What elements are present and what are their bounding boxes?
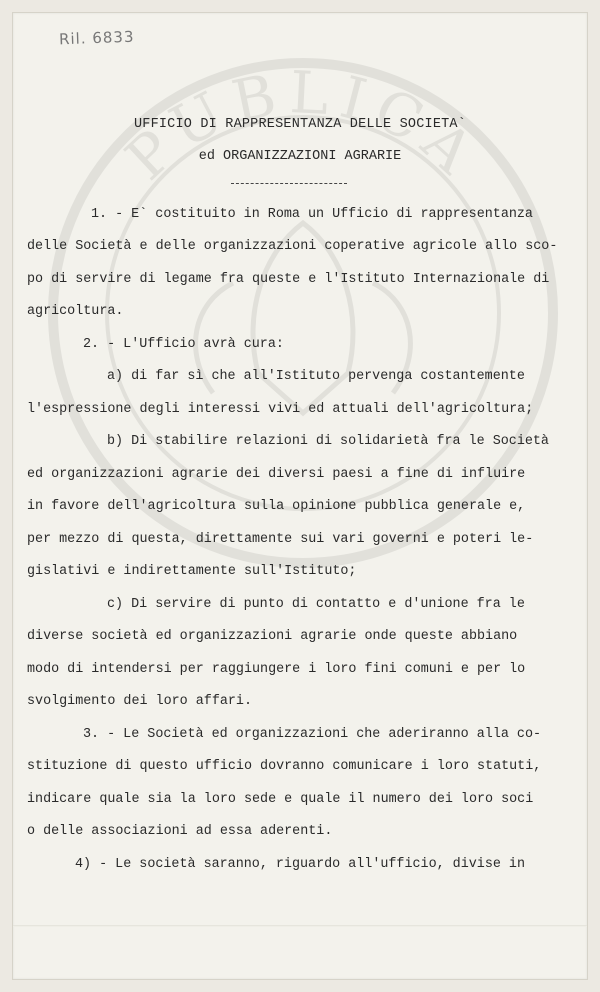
seal-text: PUBLICA xyxy=(112,58,494,194)
text-line: c) Di servire di punto di contatto e d'unione fra le xyxy=(107,597,525,612)
text-line: per mezzo di questa, direttamente sui vari governi e poteri le- xyxy=(27,532,534,547)
text-line: modo di intendersi per raggiungere i loro fini comuni e per lo xyxy=(27,662,526,677)
text-line: agricoltura. xyxy=(27,304,124,319)
text-line: ed organizzazioni agrarie dei diversi paesi a fine di influire xyxy=(27,467,526,482)
text-line: stituzione di questo ufficio dovranno comunicare i loro statuti, xyxy=(27,759,542,774)
text-line: 3. - Le Società ed organizzazioni che aderiranno alla co- xyxy=(83,727,542,742)
text-line: a) di far sì che all'Istituto pervenga costantemente xyxy=(107,369,525,384)
text-line: indicare quale sia la loro sede e quale il numero dei loro soci xyxy=(27,792,534,807)
text-line: po di servire di legame fra queste e l'Istituto Internazionale di xyxy=(27,272,550,287)
document-subtitle: ed ORGANIZZAZIONI AGRARIE xyxy=(198,149,402,164)
text-line: svolgimento dei loro affari. xyxy=(27,694,252,709)
text-line: in favore dell'agricoltura sulla opinione pubblica generale e, xyxy=(27,499,526,514)
archive-reference-mark: Ril. 6833 xyxy=(58,27,135,49)
text-line: gislativi e indirettamente sull'Istituto; xyxy=(27,564,357,579)
title-divider xyxy=(231,183,347,184)
document-page xyxy=(12,12,588,980)
text-line: delle Società e delle organizzazioni coperative agricole allo sco- xyxy=(27,239,558,254)
text-line: b) Di stabilire relazioni di solidarietà fra le Società xyxy=(107,434,549,449)
text-line: 2. - L'Ufficio avrà cura: xyxy=(83,337,284,352)
document-title: UFFICIO DI RAPPRESENTANZA DELLE SOCIETA` xyxy=(133,117,467,132)
text-line: o delle associazioni ad essa aderenti. xyxy=(27,824,333,839)
text-line: diverse società ed organizzazioni agrarie onde queste abbiano xyxy=(27,629,518,644)
text-line: 1. - E` costituito in Roma un Ufficio di rappresentanza xyxy=(91,207,533,222)
text-line: 4) - Le società saranno, riguardo all'ufficio, divise in xyxy=(75,857,525,872)
text-line: l'espressione degli interessi vivi ed attuali dell'agricoltura; xyxy=(27,402,534,417)
